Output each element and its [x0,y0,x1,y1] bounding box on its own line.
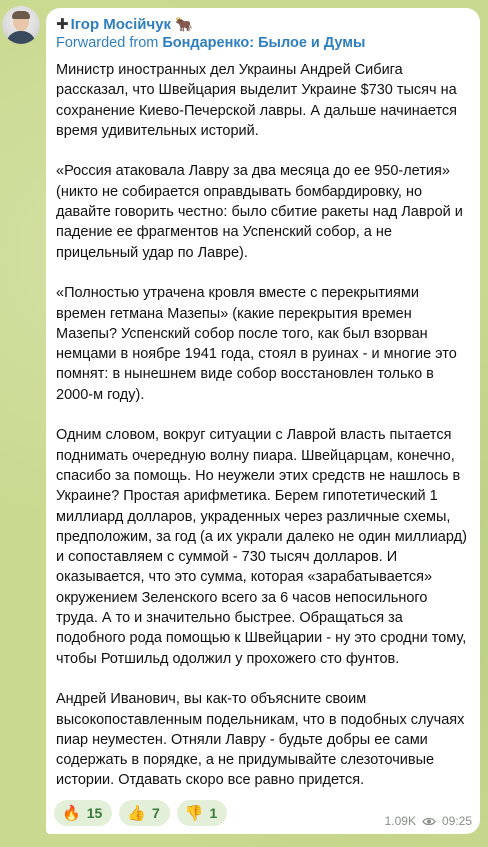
message-paragraph: «Полностью утрачена кровля вместе с перекрытиями времен гетмана Мазепы» (какие перекрытия времен Мазепы? Успенский собор после того, как был взорван немцами в ноябре 1941 года, стоял в руинах - и многие это помнят: в нынешнем виде собор восстановлен только в 2000-м году). [56,285,457,403]
reaction-count: 7 [151,805,160,821]
author-avatar[interactable] [2,6,40,44]
reaction-thumbs-up[interactable] [119,800,169,826]
thumbs-up-icon: 👍 [127,804,146,822]
message-text [56,60,470,791]
message-paragraph: «Россия атаковала Лавру за два месяца до ее 950-летия» (никто не собирается оправдывать бомбардировку, но давайте говорить честно: было сбитие ракеты над Лаврой и падение ее фрагментов на Успенский собор, а не прицельный удар по Лавре). [56,163,463,261]
forwarded-prefix: Forwarded from [56,35,163,51]
forwarded-from [56,35,365,51]
reactions-bar [54,800,227,826]
message-bubble [46,8,480,834]
message-paragraph: Министр иностранных дел Украины Андрей Сибига рассказал, что Швейцария выделит Украине $730 тысяч на сохранение Киево-Печерской лавры. А дальше начинается время удивительных историй. [56,62,458,139]
reaction-thumbs-down[interactable] [177,800,227,826]
sender-name: Ігор Мосійчук [70,16,172,33]
forwarded-source-link[interactable]: Бондаренко: Былое и Думы [162,35,366,51]
message-paragraph: Андрей Иванович, вы как-то объясните своим высокопоставленным подельникам, что в подобных случаях пиар неуместен. Отняли Лавру - будьте добры ее сами содержать в порядке, а не придумывайте слезоточивые истории. Отдавать скоро все равно придется. [56,691,465,789]
ox-icon: 🐂 [175,16,193,32]
view-count: 1.09K [384,814,416,828]
reaction-count: 15 [86,805,103,821]
message-time: 09:25 [441,814,472,828]
reaction-fire[interactable] [54,800,112,826]
eye-icon [422,817,436,826]
fire-icon: 🔥 [62,804,81,822]
message-paragraph: Одним словом, вокруг ситуации с Лаврой власть пытается поднимать очередную волну пиара. Швейцарцам, конечно, спасибо за помощь. Но неужели этих средств не нашлось в Украине? Простая арифметика. Берем гипотетический 1 миллиард долларов, украденных через различные схемы, предположим, за год (а их украли далеко не один миллиард) и сопоставляем с суммой - 730 тысяч долларов. И оказывается, что это сумма, которая «зарабатывается» окружением Зеленского всего за 6 часов непосильного труда. А то и значительно быстрее. Обращаться за подобного рода помощью к Швейцарии - ну это сродни тому, чтобы Ротшильд одолжил у прохожего сто фунтов. [56,427,467,667]
message-meta [385,814,472,828]
thumbs-down-icon: 👎 [184,804,204,822]
sender-name-row[interactable] [56,15,192,33]
reaction-count: 1 [209,805,218,821]
heavy-plus-icon: ✚ [56,16,69,33]
